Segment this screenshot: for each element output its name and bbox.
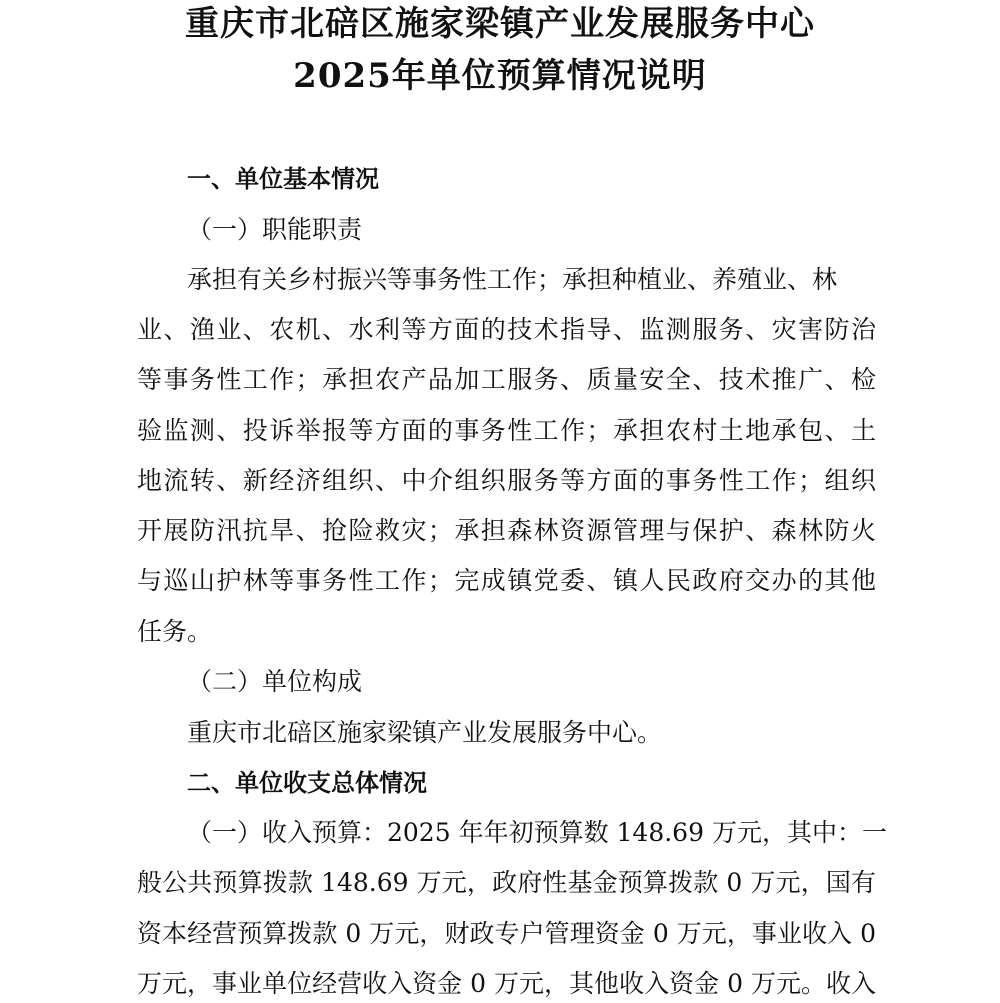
document-title-line-2: 2025年单位预算情况说明 — [293, 56, 707, 96]
duties-line: 业、渔业、农机、水利等方面的技术指导、监测服务、灾害防治 — [137, 315, 876, 344]
composition-text: 重庆市北碚区施家梁镇产业发展服务中心。 — [187, 718, 663, 747]
document-title-line-1: 重庆市北碚区施家梁镇产业发展服务中心 — [185, 4, 815, 44]
duties-line: 等事务性工作；承担农产品加工服务、质量安全、技术推广、检 — [137, 365, 876, 394]
duties-line: 与巡山护林等事务性工作；完成镇党委、镇人民政府交办的其他 — [137, 566, 876, 595]
duties-line: 地流转、新经济组织、中介组织服务等方面的事务性工作；组织 — [137, 466, 876, 495]
duties-line: 验监测、投诉举报等方面的事务性工作；承担农村土地承包、土 — [137, 416, 876, 445]
section-1-heading: 一、单位基本情况 — [187, 165, 379, 193]
duties-line: 任务。 — [137, 617, 213, 646]
duties-line: 承担有关乡村振兴等事务性工作；承担种植业、养殖业、林 — [187, 265, 838, 294]
income-line: （一）收入预算：2025 年年初预算数 148.69 万元，其中：一 — [187, 818, 887, 847]
section-2-heading: 二、单位收支总体情况 — [187, 769, 427, 797]
subsection-1-heading: （一）职能职责 — [187, 215, 363, 244]
income-line: 般公共预算拨款 148.69 万元，政府性基金预算拨款 0 万元，国有 — [137, 868, 876, 897]
duties-line: 开展防汛抗旱、抢险救灾；承担森林资源管理与保护、森林防火 — [137, 516, 876, 545]
subsection-2-heading: （二）单位构成 — [187, 667, 363, 696]
income-line: 万元，事业单位经营收入资金 0 万元，其他收入资金 0 万元。收入 — [137, 969, 876, 998]
income-line: 资本经营预算拨款 0 万元，财政专户管理资金 0 万元，事业收入 0 — [137, 919, 876, 948]
